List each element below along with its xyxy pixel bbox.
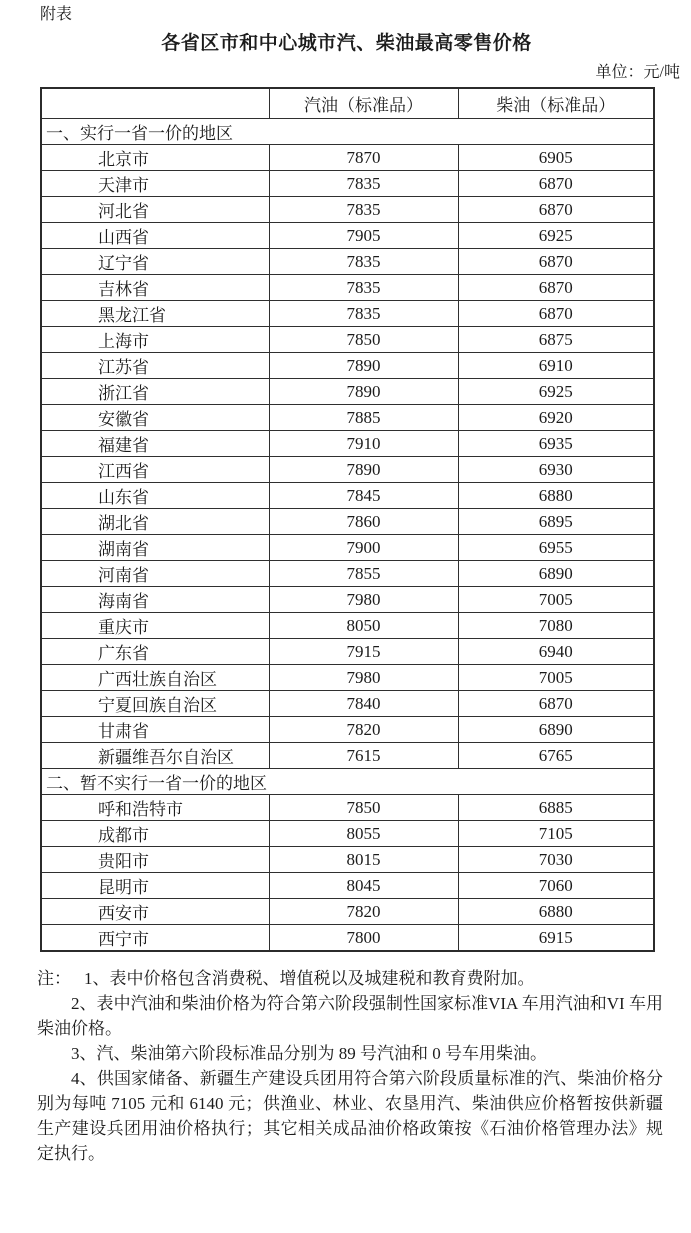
price-row — [41, 457, 654, 483]
diesel-price-cell: 6895 — [458, 509, 654, 535]
region-cell: 广东省 — [41, 639, 269, 665]
gasoline-price-cell: 7890 — [269, 457, 458, 483]
diesel-price-cell: 6920 — [458, 405, 654, 431]
gasoline-price-cell: 7840 — [269, 691, 458, 717]
region-cell: 山西省 — [41, 223, 269, 249]
price-row — [41, 743, 654, 769]
gasoline-price-cell: 7820 — [269, 717, 458, 743]
price-row — [41, 691, 654, 717]
diesel-price-cell: 6870 — [458, 301, 654, 327]
region-cell: 江西省 — [41, 457, 269, 483]
price-table — [40, 87, 655, 952]
diesel-price-cell: 6910 — [458, 353, 654, 379]
diesel-price-cell: 6930 — [458, 457, 654, 483]
gasoline-price-cell: 7980 — [269, 665, 458, 691]
region-cell: 河北省 — [41, 197, 269, 223]
gasoline-price-cell: 7850 — [269, 327, 458, 353]
region-cell: 吉林省 — [41, 275, 269, 301]
gasoline-price-cell: 8050 — [269, 613, 458, 639]
price-row — [41, 821, 654, 847]
gasoline-price-cell: 7905 — [269, 223, 458, 249]
gasoline-price-cell: 7835 — [269, 171, 458, 197]
price-row — [41, 145, 654, 171]
diesel-price-cell: 7030 — [458, 847, 654, 873]
price-row — [41, 353, 654, 379]
gasoline-price-cell: 7870 — [269, 145, 458, 171]
region-cell: 安徽省 — [41, 405, 269, 431]
gasoline-price-cell: 7835 — [269, 197, 458, 223]
gasoline-price-cell: 7615 — [269, 743, 458, 769]
diesel-price-cell: 6875 — [458, 327, 654, 353]
price-row — [41, 275, 654, 301]
price-row — [41, 301, 654, 327]
region-cell: 昆明市 — [41, 873, 269, 899]
price-row — [41, 223, 654, 249]
price-row — [41, 587, 654, 613]
gasoline-price-cell: 7980 — [269, 587, 458, 613]
price-row — [41, 613, 654, 639]
note-prefix: 注： — [37, 969, 71, 988]
price-row — [41, 405, 654, 431]
notes-section — [37, 966, 663, 1166]
column-header-region — [41, 88, 269, 119]
gasoline-price-cell: 7800 — [269, 925, 458, 952]
header-row — [41, 88, 654, 119]
section-header-row — [41, 769, 654, 795]
price-row — [41, 925, 654, 952]
region-cell: 黑龙江省 — [41, 301, 269, 327]
region-cell: 西安市 — [41, 899, 269, 925]
price-row — [41, 795, 654, 821]
region-cell: 贵阳市 — [41, 847, 269, 873]
note-item-1: 1、表中价格包含消费税、增值税以及城建税和教育费附加。 — [84, 969, 535, 988]
region-cell: 西宁市 — [41, 925, 269, 952]
gasoline-price-cell: 7845 — [269, 483, 458, 509]
region-cell: 呼和浩特市 — [41, 795, 269, 821]
gasoline-price-cell: 8045 — [269, 873, 458, 899]
region-cell: 北京市 — [41, 145, 269, 171]
note-item-3: 3、汽、柴油第六阶段标准品分别为 89 号汽油和 0 号车用柴油。 — [71, 1044, 547, 1063]
section-header-label: 二、暂不实行一省一价的地区 — [41, 769, 654, 795]
diesel-price-cell: 6870 — [458, 249, 654, 275]
region-cell: 海南省 — [41, 587, 269, 613]
gasoline-price-cell: 7855 — [269, 561, 458, 587]
region-cell: 福建省 — [41, 431, 269, 457]
column-header-diesel: 柴油（标准品） — [458, 88, 654, 119]
section-header-row — [41, 119, 654, 145]
price-row — [41, 509, 654, 535]
gasoline-price-cell: 8015 — [269, 847, 458, 873]
gasoline-price-cell: 7890 — [269, 379, 458, 405]
diesel-price-cell: 7005 — [458, 665, 654, 691]
region-cell: 江苏省 — [41, 353, 269, 379]
price-row — [41, 561, 654, 587]
gasoline-price-cell: 7835 — [269, 275, 458, 301]
region-cell: 新疆维吾尔自治区 — [41, 743, 269, 769]
price-row — [41, 873, 654, 899]
note-item-2: 2、表中汽油和柴油价格为符合第六阶段强制性国家标准VIA 车用汽油和VI 车用柴油价格。 — [37, 994, 663, 1038]
column-header-gasoline: 汽油（标准品） — [269, 88, 458, 119]
region-cell: 湖北省 — [41, 509, 269, 535]
region-cell: 山东省 — [41, 483, 269, 509]
diesel-price-cell: 6880 — [458, 483, 654, 509]
price-row — [41, 379, 654, 405]
price-table-header — [41, 88, 654, 119]
price-row — [41, 171, 654, 197]
diesel-price-cell: 7060 — [458, 873, 654, 899]
region-cell: 天津市 — [41, 171, 269, 197]
note-item-4: 4、供国家储备、新疆生产建设兵团用符合第六阶段质量标准的汽、柴油价格分别为每吨 7105 元和 6140 元；供渔业、林业、农垦用汽、柴油供应价格暂按供新疆生产建设兵团用油价格执行；其它相关成品油价格政策按《石油价格管理办法》规定执行。 — [37, 1069, 663, 1163]
gasoline-price-cell: 7850 — [269, 795, 458, 821]
price-row — [41, 431, 654, 457]
gasoline-price-cell: 7885 — [269, 405, 458, 431]
diesel-price-cell: 6870 — [458, 171, 654, 197]
gasoline-price-cell: 7835 — [269, 301, 458, 327]
gasoline-price-cell: 7900 — [269, 535, 458, 561]
price-row — [41, 249, 654, 275]
diesel-price-cell: 7105 — [458, 821, 654, 847]
gasoline-price-cell: 8055 — [269, 821, 458, 847]
diesel-price-cell: 6935 — [458, 431, 654, 457]
region-cell: 广西壮族自治区 — [41, 665, 269, 691]
region-cell: 重庆市 — [41, 613, 269, 639]
price-row — [41, 197, 654, 223]
diesel-price-cell: 7080 — [458, 613, 654, 639]
price-row — [41, 717, 654, 743]
diesel-price-cell: 6925 — [458, 223, 654, 249]
price-row — [41, 899, 654, 925]
diesel-price-cell: 6915 — [458, 925, 654, 952]
diesel-price-cell: 6890 — [458, 717, 654, 743]
diesel-price-cell: 6870 — [458, 691, 654, 717]
diesel-price-cell: 6870 — [458, 197, 654, 223]
region-cell: 湖南省 — [41, 535, 269, 561]
price-table-body — [41, 119, 654, 952]
gasoline-price-cell: 7835 — [269, 249, 458, 275]
diesel-price-cell: 7005 — [458, 587, 654, 613]
price-row — [41, 327, 654, 353]
gasoline-price-cell: 7860 — [269, 509, 458, 535]
diesel-price-cell: 6905 — [458, 145, 654, 171]
note-line-1 — [37, 966, 663, 991]
section-header-label: 一、实行一省一价的地区 — [41, 119, 654, 145]
diesel-price-cell: 6890 — [458, 561, 654, 587]
region-cell: 河南省 — [41, 561, 269, 587]
region-cell: 成都市 — [41, 821, 269, 847]
price-row — [41, 847, 654, 873]
price-row — [41, 483, 654, 509]
diesel-price-cell: 6870 — [458, 275, 654, 301]
attachment-label: 附表 — [40, 6, 73, 23]
diesel-price-cell: 6940 — [458, 639, 654, 665]
region-cell: 宁夏回族自治区 — [41, 691, 269, 717]
region-cell: 辽宁省 — [41, 249, 269, 275]
gasoline-price-cell: 7910 — [269, 431, 458, 457]
price-row — [41, 665, 654, 691]
price-row — [41, 639, 654, 665]
gasoline-price-cell: 7915 — [269, 639, 458, 665]
diesel-price-cell: 6925 — [458, 379, 654, 405]
diesel-price-cell: 6955 — [458, 535, 654, 561]
document-page — [0, 6, 691, 1233]
page-title: 各省区市和中心城市汽、柴油最高零售价格 — [161, 33, 532, 54]
unit-label: 单位：元/吨 — [595, 64, 680, 81]
region-cell: 上海市 — [41, 327, 269, 353]
diesel-price-cell: 6880 — [458, 899, 654, 925]
region-cell: 浙江省 — [41, 379, 269, 405]
gasoline-price-cell: 7820 — [269, 899, 458, 925]
region-cell: 甘肃省 — [41, 717, 269, 743]
diesel-price-cell: 6765 — [458, 743, 654, 769]
diesel-price-cell: 6885 — [458, 795, 654, 821]
price-row — [41, 535, 654, 561]
gasoline-price-cell: 7890 — [269, 353, 458, 379]
